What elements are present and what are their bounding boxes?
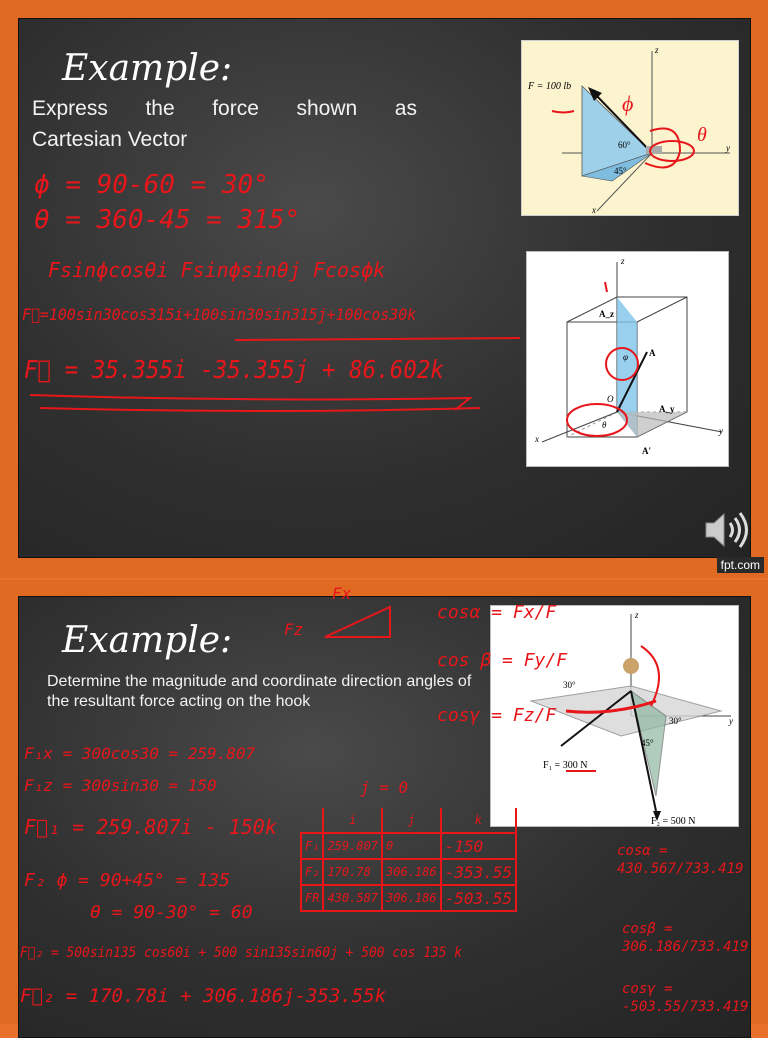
fig1-force-label: F = 100 lb (528, 81, 572, 92)
svg-text:y: y (719, 426, 723, 436)
ink-formula: Fsinϕcosθi Fsinϕsinθj Fcosϕk (48, 258, 386, 282)
svg-text:A_y: A_y (659, 404, 675, 414)
ink-phi: ϕ = 90-60 = 30° (34, 170, 269, 200)
svg-text:30°: 30° (563, 680, 576, 690)
slide2-text: Determine the magnitude and coordinate direction angles of the resultant force acting on the hook (47, 673, 472, 710)
svg-text:A_z: A_z (599, 309, 614, 319)
svg-text:O: O (607, 394, 614, 404)
speaker-icon[interactable] (700, 505, 750, 555)
force-components-table: i j k F₁ 259.807 0 -150 F₂ 170.78 306.186 -353.55 FR 430.587 306.186 -503.55 (300, 808, 517, 912)
slide1-title: Example: (62, 48, 233, 89)
fig3-f1-label: F₁ = 300 N (543, 760, 588, 771)
slide2-title: Example: (62, 620, 233, 661)
svg-text:z: z (635, 610, 639, 620)
svg-text:y: y (729, 716, 733, 726)
svg-text:z: z (621, 256, 625, 266)
svg-text:y: y (726, 143, 730, 153)
fig1-angle-45: 45° (614, 166, 627, 176)
ink-result: F⃗ = 35.355i -35.355j + 86.602k (24, 355, 444, 384)
svg-text:x: x (592, 205, 596, 215)
svg-text:θ: θ (697, 124, 707, 146)
ink-theta: θ = 360-45 = 315° (34, 205, 301, 235)
fpt-watermark: fpt.com (717, 557, 764, 573)
ink-substitution: F⃗=100sin30cos315i+100sin30sin315j+100cos30k (22, 305, 417, 324)
fig1-angle-60: 60° (618, 140, 631, 150)
fig3-f2-label: F₂ = 500 N (651, 816, 696, 826)
svg-text:45°: 45° (641, 738, 654, 748)
ink-triangle (320, 602, 400, 642)
svg-text:A': A' (642, 446, 651, 456)
svg-text:φ: φ (623, 352, 628, 362)
svg-text:θ: θ (602, 420, 607, 430)
svg-text:ϕ: ϕ (622, 91, 634, 116)
svg-text:x: x (535, 434, 539, 444)
svg-text:A: A (649, 348, 656, 358)
svg-text:30°: 30° (669, 716, 682, 726)
svg-text:z: z (655, 45, 659, 55)
slide1-text-line1: Express the force shown as (32, 97, 417, 120)
slide-2: Example: Determine the magnitude and coordinate direction angles of the resultant force acting on the hook z y 30° 30° 45° F₁ = 300 N F₂ = 500 N Fx Fz cosα = Fx/F cos β = Fy/F cosγ = Fz/F j = 0 F₁x = 300cos30 = 259.807 F₁z = 300sin30 = 150 F⃗₁ = 259.807i - 150k F₂ ϕ = 90+45° = 135 θ = 90-30° = 60 F⃗₂ = 500sin135 cos60i + 500 sin135sin60j + 500 cos 135 k F⃗₂ = 170.78i + 306.186j-353.55k i j k F₁ 259.807 0 -150 F₂ 170.78 306.186 -353.55 FR 430.587 306.186 -503.55 cosα = 430.567/733.419 cosβ = 306.186/733.419 cosγ = -503.55/733.419 (0, 580, 768, 1024)
slide1-text-line2: Cartesian Vector (32, 128, 188, 151)
